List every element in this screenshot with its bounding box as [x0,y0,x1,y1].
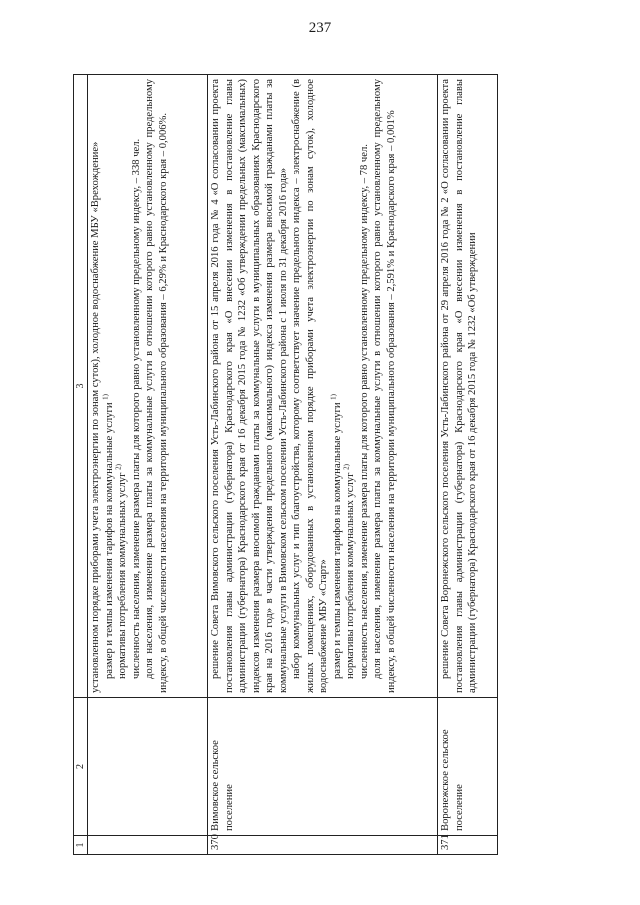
paragraph: решение Совета Воронежского сельского поселения Усть-Лабинского района от 29 апреля 2016 года № 2 «О согласовании проекта постановления главы администрации (губернатора) Краснодарского края «О внесении изменения в постановление главы администрации (губернатора) Краснодарского края от 16 декабря 2015 года № 1232 «Об утверждении [440,79,478,693]
paragraph: установленном порядке приборами учета электроэнергии по зонам суток), холодное водоснабжение МБУ «Врехождение» [90,141,101,693]
footnote-ref: 1) [328,394,337,400]
table-row [208,75,438,855]
header-col-3: 3 [74,75,88,698]
header-row [74,75,88,855]
paragraph: доля населения, изменение размера платы за коммунальные услуги в отношении которого равно установленному предельному индексу, в общей численности населения на территории муниципального образования – 2,591% и Краснодарского края – 0,001% [372,79,397,693]
cell-description [88,75,208,698]
settlement-name: Воронежское сельское поселение [438,698,498,836]
header-col-1: 1 [74,836,88,855]
paragraph: нормативы потребления коммунальных услуг $^{2)}$ [342,464,356,679]
footnote-ref: 1) [100,394,109,400]
footnote-ref: 2) [342,464,351,470]
settlements-table [73,74,498,855]
paragraph: решение Совета Вимовского сельского поселения Усть-Лабинского района от 15 апреля 2016 года № 4 «О согласовании проекта постановления главы администрации (губернатора) Краснодарского края «О внесении изменения в постановление главы администрации (губернатора) Краснодарского края от 16 декабря 2015 года № 1232 «Об утверждении предельных (максимальных) индексов изменения размера вносимой гражданами платы за коммунальные услуги в муниципальных образованиях Краснодарского края на 2016 год» в части утверждения предельного (максимального) индекса изменения размера вносимой гражданами платы за коммунальные услуги в Вимовском сельском поселении Усть-Лабинского района с 1 июля по 31 декабря 2016 года» [210,79,289,693]
paragraph: доля населения, изменение размера платы за коммунальные услуги в отношении которого равно установленному предельному индексу, в общей численности населения на территории муниципального образования – 6,29% и Краснодарского края – 0,006%. [144,79,169,693]
paragraph: размер и темпы изменения тарифов на коммунальные услуги $^{1)}$ [328,394,343,679]
paragraph: размер и темпы изменения тарифов на коммунальные услуги $^{1)}$ [100,394,115,679]
page-number: 237 [308,20,332,36]
paragraph: набор коммунальных услуг и тип благоустройства, которому соответствует значение предельного индекса – электроснабжение (в жилых помещениях, оборудованных в установленном порядке приборами учета электроэнергии по зонам суток), холодное водоснабжение МБУ «Старт» [291,79,329,693]
paragraph: нормативы потребления коммунальных услуг $^{2)}$ [114,464,128,679]
row-number: 371 [438,836,498,855]
footnote-ref: 2) [114,464,123,470]
settlement-name: Вимовское сельское поселение [208,698,438,836]
cell-description [438,75,498,698]
rotated-table-wrapper [73,75,553,855]
cell-num [88,836,208,855]
cell-description [208,75,438,698]
cell-settlement [88,698,208,836]
paragraph: численность населения, изменение размера платы для которого равно установленному предельному индексу, – 78 чел. [358,144,370,679]
table-row-continuation [88,75,208,855]
table-row [438,75,498,855]
header-col-2: 2 [74,698,88,836]
row-number: 370 [208,836,438,855]
paragraph: численность населения, изменение размера платы для которого равно установленному предельному индексу, – 338 чел. [130,138,142,679]
